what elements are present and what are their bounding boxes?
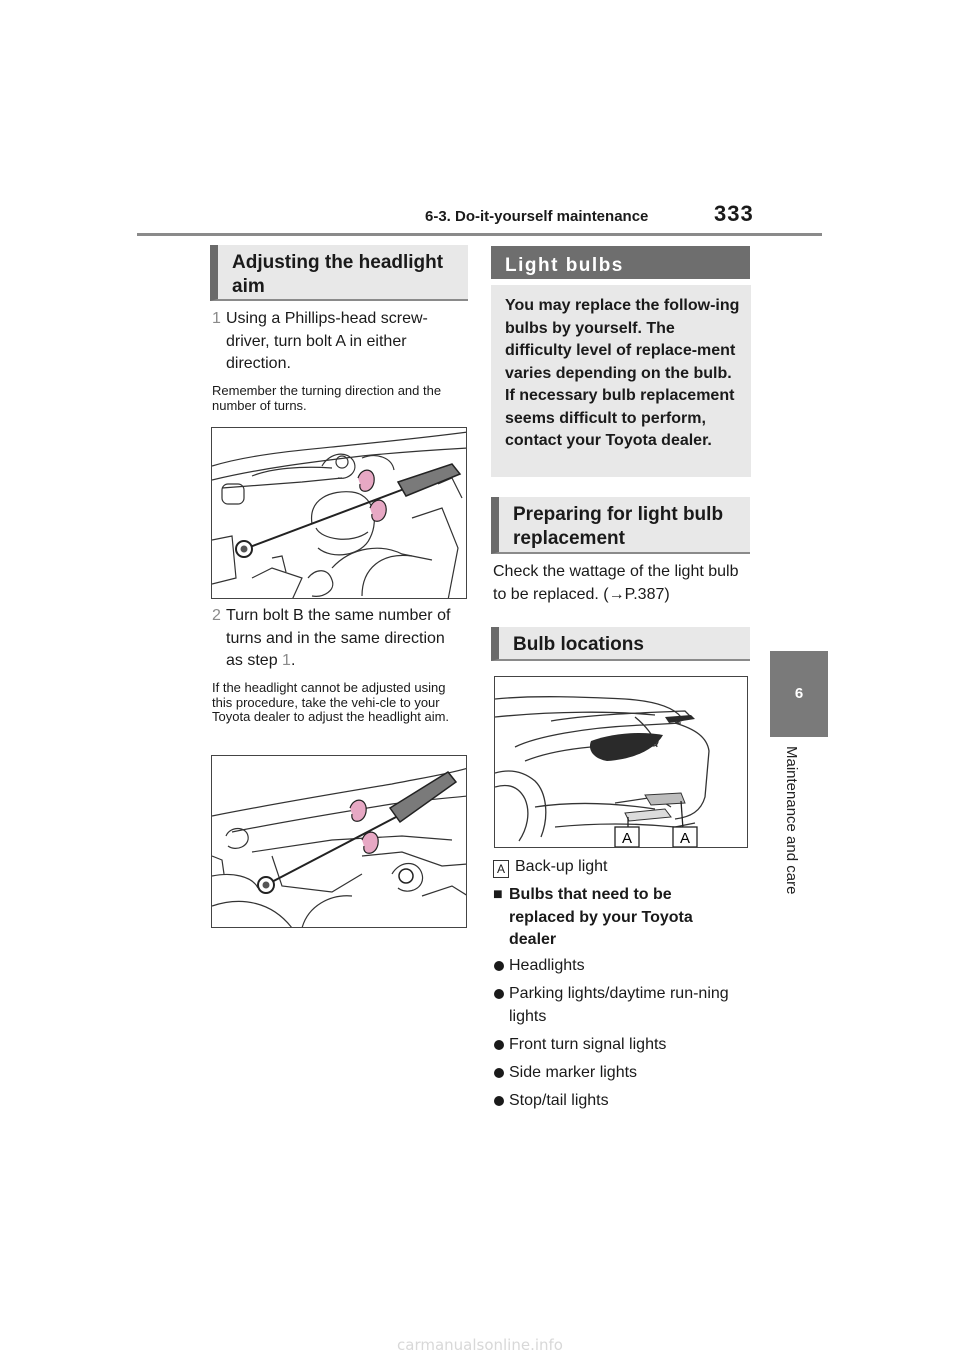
check-wattage-text: [493, 561, 751, 606]
heading-bulb-locations: Bulb locations: [491, 627, 750, 661]
chapter-number: 6: [794, 685, 804, 702]
note-2: If the headlight cannot be adjusted using this procedure, take the vehi-cle to your Toyota dealer to adjust the headlight aim.: [212, 680, 450, 724]
callout-a-left: A: [621, 830, 633, 847]
step-2-ref: 1: [282, 652, 291, 669]
list-item: Parking lights/daytime run-ning lights: [493, 983, 753, 1028]
square-marker-icon: ■: [493, 886, 503, 903]
list-item: Front turn signal lights: [493, 1034, 753, 1057]
callout-a-right: A: [679, 830, 691, 847]
intro-text: You may replace the follow-ing bulbs by yourself. The difficulty level of replace-ment varies depending on the bulb. If necessary bulb replacement seems difficult to perform, contact your Toyota dealer.: [505, 297, 740, 449]
headlight-bolt-a-drawing: [212, 428, 467, 599]
legend-letter: A: [493, 860, 509, 878]
illustration-bulb-locations: [494, 676, 748, 848]
note-1: Remember the turning direction and the number of turns.: [212, 383, 442, 413]
step-2: [212, 605, 474, 673]
headlight-bolt-b-drawing: [212, 756, 467, 928]
step-2-number: 2: [212, 607, 221, 624]
check-text: Check the wattage of the light bulb to be replaced. (: [493, 563, 739, 603]
illustration-bolt-b: [211, 755, 467, 928]
intro-box: [491, 285, 751, 477]
step-2-text: Turn bolt B the same number of turns and in the same direction as step: [226, 607, 451, 669]
list-item: Stop/tail lights: [493, 1090, 753, 1113]
sub-heading-text: Bulbs that need to be replaced by your Toyota dealer: [509, 886, 693, 948]
sub-heading-dealer-bulbs: [493, 884, 753, 952]
header-rule: [137, 233, 822, 236]
step-2-end: .: [290, 652, 296, 669]
car-rear-drawing: [495, 677, 748, 848]
step-1: [212, 308, 474, 376]
watermark-footer: carmanualsonline.info: [397, 1336, 563, 1354]
list-item: Side marker lights: [493, 1062, 753, 1085]
dealer-bulb-list: [493, 955, 753, 1118]
page-ref-link[interactable]: →P.387): [608, 585, 670, 603]
section-title: 6-3. Do-it-yourself maintenance: [425, 208, 649, 225]
heading-adjust-aim: Adjusting the headlight aim: [210, 245, 468, 301]
chapter-tab: [770, 651, 828, 737]
legend-backup-light: [493, 857, 608, 878]
legend-text: Back-up light: [515, 858, 608, 875]
chapter-label: [783, 746, 812, 918]
heading-preparing: Preparing for light bulb replacement: [491, 497, 750, 554]
step-1-number: 1: [212, 310, 221, 327]
list-item: Headlights: [493, 955, 753, 978]
page-number: 333: [714, 201, 754, 226]
heading-light-bulbs: Light bulbs: [491, 246, 750, 279]
illustration-bolt-a: [211, 427, 467, 599]
chapter-title: Maintenance and care: [783, 746, 800, 895]
step-1-text: Using a Phillips-head screw-driver, turn bolt A in either direction.: [226, 310, 428, 372]
